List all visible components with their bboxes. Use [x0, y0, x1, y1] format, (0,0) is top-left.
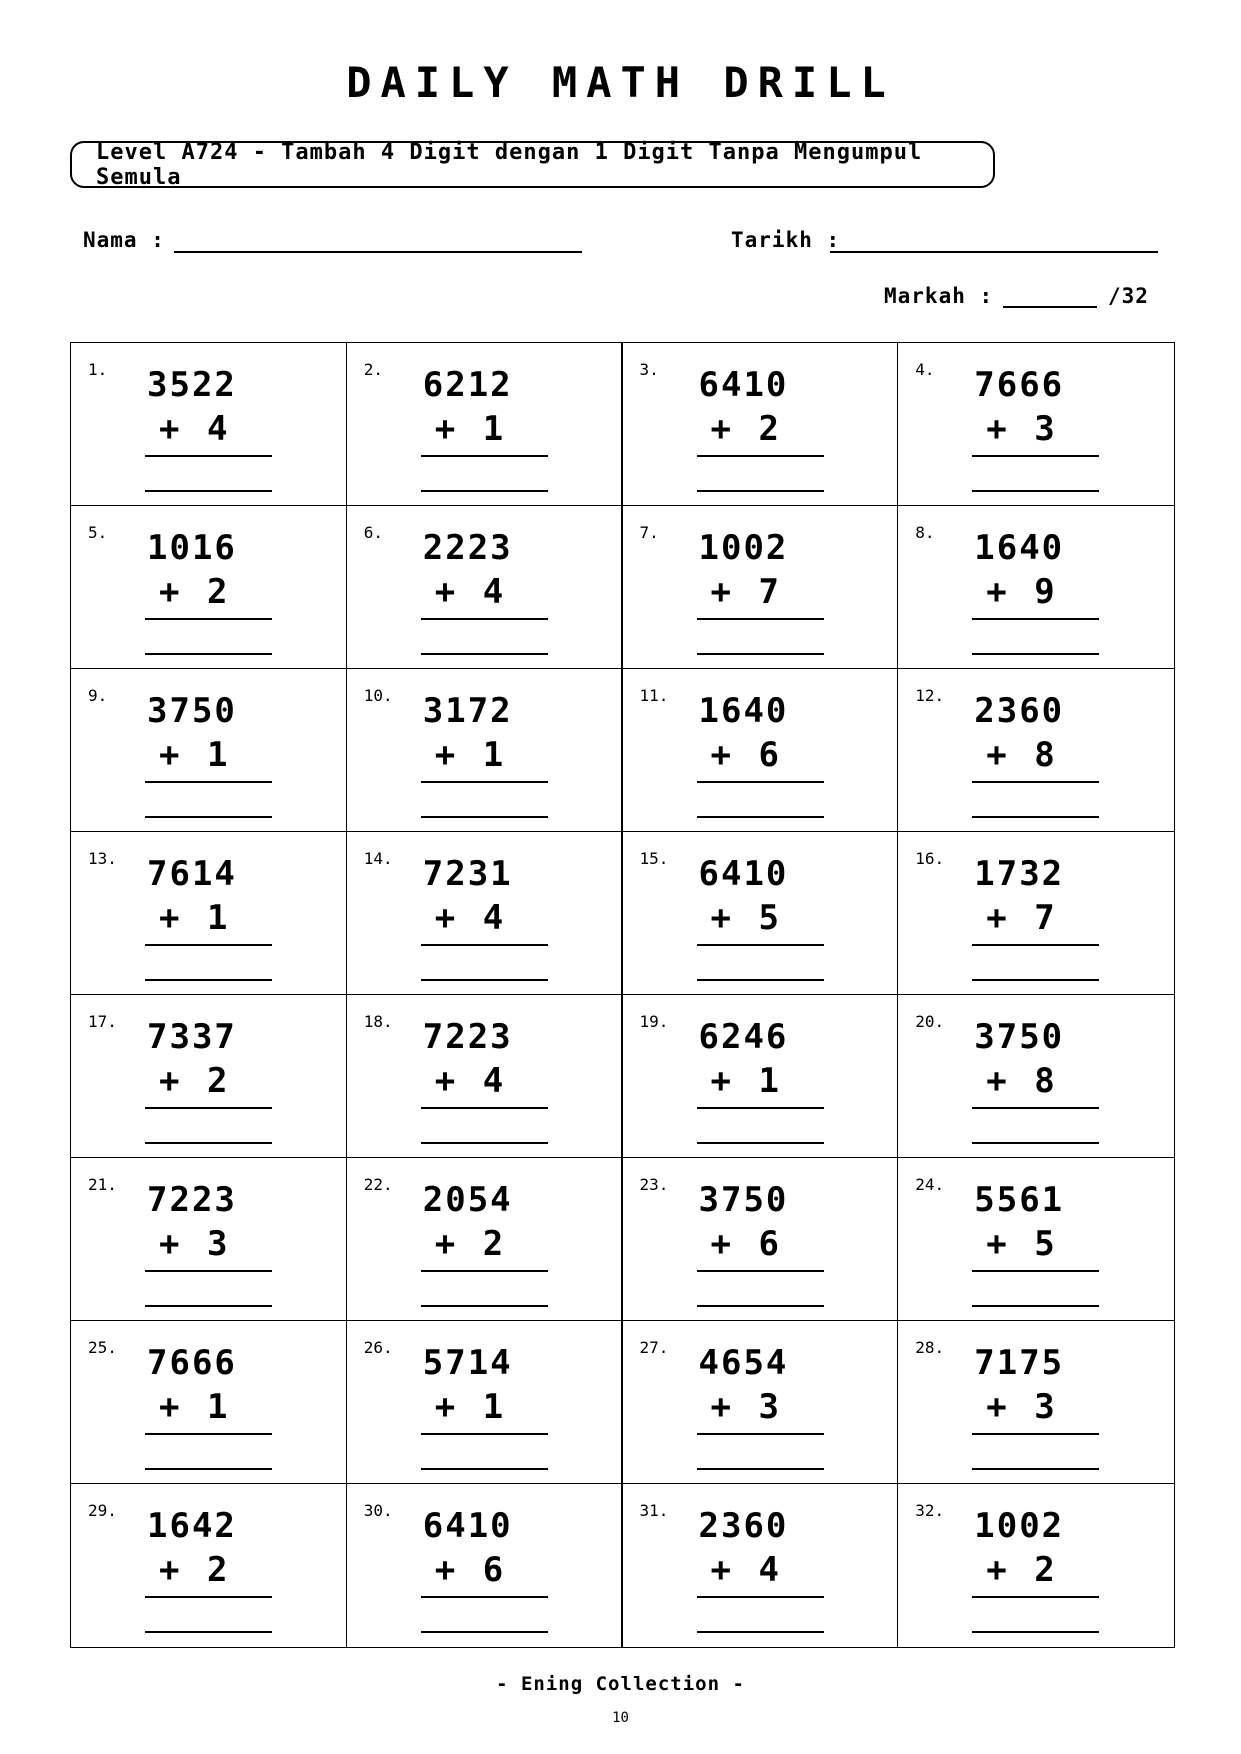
- addend-top: 3522: [147, 365, 237, 405]
- addend-bottom: 5: [1034, 1224, 1055, 1264]
- problem-number: 19.: [639, 1012, 669, 1031]
- sum-rule: [697, 1433, 824, 1435]
- addend-top: 1002: [974, 1506, 1065, 1546]
- problem-cell: [347, 506, 623, 669]
- answer-field[interactable]: [697, 1468, 824, 1470]
- plus-sign: +: [710, 1550, 731, 1590]
- plus-sign: +: [710, 409, 731, 449]
- addend-bottom: 2: [207, 572, 228, 612]
- sum-rule: [697, 781, 824, 783]
- addend-bottom: 1: [207, 1387, 228, 1427]
- addend-bottom: 8: [1034, 735, 1055, 775]
- addend-top: 1016: [147, 528, 237, 568]
- addend-bottom: 9: [1034, 572, 1055, 612]
- problem-number: 4.: [915, 360, 935, 379]
- plus-sign: +: [159, 898, 180, 938]
- addend-top: 1002: [698, 528, 789, 568]
- addend-bottom: 5: [758, 898, 779, 938]
- addend-top: 1640: [974, 528, 1065, 568]
- problem-number: 12.: [915, 686, 945, 705]
- problem-number: 31.: [639, 1501, 669, 1520]
- page-number: 10: [612, 1710, 629, 1726]
- plus-sign: +: [434, 1061, 456, 1101]
- sum-rule: [972, 1596, 1099, 1598]
- addend-bottom: 2: [758, 409, 779, 449]
- problem-cell: [623, 669, 899, 832]
- answer-field[interactable]: [145, 490, 272, 492]
- answer-field[interactable]: [697, 1631, 824, 1633]
- problem-number: 27.: [639, 1338, 669, 1357]
- sum-rule: [145, 455, 272, 457]
- answer-field[interactable]: [421, 653, 548, 655]
- plus-sign: +: [710, 1387, 731, 1427]
- problem-cell: [71, 669, 347, 832]
- addend-top: 2360: [698, 1506, 789, 1546]
- addend-bottom: 4: [758, 1550, 779, 1590]
- problem-number: 1.: [88, 360, 108, 379]
- problem-number: 24.: [915, 1175, 945, 1194]
- problem-number: 21.: [88, 1175, 117, 1194]
- score-field[interactable]: [1003, 306, 1097, 308]
- problem-cell: [347, 995, 623, 1158]
- answer-field[interactable]: [697, 1305, 824, 1307]
- problem-cell: [623, 1484, 899, 1647]
- problem-cell: [623, 506, 899, 669]
- sum-rule: [145, 1433, 272, 1435]
- addend-bottom: 4: [482, 898, 504, 938]
- addend-top: 6410: [698, 365, 789, 405]
- plus-sign: +: [159, 1061, 180, 1101]
- answer-field[interactable]: [972, 816, 1099, 818]
- addend-bottom: 6: [758, 1224, 779, 1264]
- problem-cell: [898, 832, 1174, 995]
- plus-sign: +: [434, 1224, 456, 1264]
- problem-cell: [71, 506, 347, 669]
- addend-bottom: 4: [207, 409, 228, 449]
- answer-field[interactable]: [145, 653, 272, 655]
- problem-cell: [623, 343, 899, 506]
- sum-rule: [421, 781, 548, 783]
- problem-number: 25.: [88, 1338, 117, 1357]
- addend-top: 5561: [974, 1180, 1065, 1220]
- addend-bottom: 3: [207, 1224, 228, 1264]
- sum-rule: [421, 455, 548, 457]
- addend-top: 2054: [422, 1180, 513, 1220]
- plus-sign: +: [986, 1061, 1007, 1101]
- addend-top: 6212: [422, 365, 513, 405]
- problem-number: 10.: [363, 686, 393, 705]
- plus-sign: +: [159, 572, 180, 612]
- plus-sign: +: [434, 898, 456, 938]
- problem-cell: [347, 1321, 623, 1484]
- addend-top: 4654: [698, 1343, 789, 1383]
- problem-cell: [71, 832, 347, 995]
- answer-field[interactable]: [145, 1631, 272, 1633]
- problem-number: 26.: [363, 1338, 393, 1357]
- problem-number: 2.: [363, 360, 384, 379]
- page-title: DAILY MATH DRILL: [346, 58, 895, 107]
- plus-sign: +: [159, 1224, 180, 1264]
- sum-rule: [697, 618, 824, 620]
- problem-cell: [71, 343, 347, 506]
- sum-rule: [421, 944, 548, 946]
- problem-cell: [347, 832, 623, 995]
- addend-top: 7231: [422, 854, 513, 894]
- problem-cell: [898, 995, 1174, 1158]
- answer-field[interactable]: [972, 1305, 1099, 1307]
- plus-sign: +: [434, 1550, 456, 1590]
- addend-top: 1640: [698, 691, 789, 731]
- problem-cell: [347, 1158, 623, 1321]
- sum-rule: [145, 618, 272, 620]
- addend-top: 5714: [422, 1343, 513, 1383]
- addend-bottom: 1: [482, 735, 504, 775]
- answer-field[interactable]: [421, 1468, 548, 1470]
- problem-number: 7.: [639, 523, 659, 542]
- addend-top: 7337: [147, 1017, 237, 1057]
- addend-bottom: 6: [482, 1550, 504, 1590]
- addend-top: 7175: [974, 1343, 1065, 1383]
- problem-cell: [623, 1321, 899, 1484]
- date-field[interactable]: [830, 251, 1158, 253]
- addend-bottom: 3: [1034, 409, 1055, 449]
- problem-number: 15.: [639, 849, 669, 868]
- addend-bottom: 2: [1034, 1550, 1055, 1590]
- problem-number: 30.: [363, 1501, 393, 1520]
- sum-rule: [421, 1596, 548, 1598]
- plus-sign: +: [710, 898, 731, 938]
- addend-bottom: 2: [207, 1061, 228, 1101]
- plus-sign: +: [159, 409, 180, 449]
- plus-sign: +: [434, 572, 456, 612]
- plus-sign: +: [986, 1387, 1007, 1427]
- problem-number: 6.: [363, 523, 384, 542]
- sum-rule: [972, 455, 1099, 457]
- answer-field[interactable]: [972, 979, 1099, 981]
- problem-number: 16.: [915, 849, 945, 868]
- problem-cell: [898, 1158, 1174, 1321]
- sum-rule: [972, 781, 1099, 783]
- answer-field[interactable]: [421, 490, 548, 492]
- answer-field[interactable]: [697, 816, 824, 818]
- problem-cell: [898, 506, 1174, 669]
- problem-cell: [623, 1158, 899, 1321]
- addend-bottom: 4: [482, 572, 504, 612]
- problem-number: 5.: [88, 523, 108, 542]
- addend-bottom: 3: [758, 1387, 779, 1427]
- level-banner: [70, 141, 995, 188]
- sum-rule: [972, 1107, 1099, 1109]
- addend-bottom: 2: [482, 1224, 504, 1264]
- addend-bottom: 3: [1034, 1387, 1055, 1427]
- addend-top: 3750: [974, 1017, 1065, 1057]
- sum-rule: [972, 944, 1099, 946]
- addend-top: 6410: [422, 1506, 513, 1546]
- plus-sign: +: [159, 1550, 180, 1590]
- sum-rule: [697, 455, 824, 457]
- sum-rule: [697, 1596, 824, 1598]
- addend-bottom: 8: [1034, 1061, 1055, 1101]
- plus-sign: +: [986, 1224, 1007, 1264]
- answer-field[interactable]: [421, 1142, 548, 1144]
- problem-number: 23.: [639, 1175, 669, 1194]
- addend-top: 7614: [147, 854, 237, 894]
- footer-credit: - Ening Collection -: [496, 1673, 745, 1695]
- problem-number: 32.: [915, 1501, 945, 1520]
- addend-bottom: 4: [482, 1061, 504, 1101]
- addend-top: 3172: [422, 691, 513, 731]
- answer-field[interactable]: [145, 816, 272, 818]
- plus-sign: +: [986, 898, 1007, 938]
- addend-top: 2223: [422, 528, 513, 568]
- answer-field[interactable]: [972, 653, 1099, 655]
- addend-bottom: 1: [482, 409, 504, 449]
- sum-rule: [421, 618, 548, 620]
- answer-field[interactable]: [697, 653, 824, 655]
- addend-top: 1732: [974, 854, 1065, 894]
- plus-sign: +: [434, 735, 456, 775]
- addend-bottom: 1: [758, 1061, 779, 1101]
- date-label: Tarikh :: [731, 228, 841, 252]
- addend-top: 1642: [147, 1506, 237, 1546]
- addend-top: 3750: [698, 1180, 789, 1220]
- problem-cell: [71, 1484, 347, 1647]
- problem-cell: [347, 1484, 623, 1647]
- sum-rule: [421, 1433, 548, 1435]
- problem-cell: [898, 343, 1174, 506]
- problem-cell: [623, 995, 899, 1158]
- answer-field[interactable]: [145, 1305, 272, 1307]
- answer-field[interactable]: [697, 1142, 824, 1144]
- sum-rule: [145, 1596, 272, 1598]
- answer-field[interactable]: [421, 1305, 548, 1307]
- answer-field[interactable]: [972, 1631, 1099, 1633]
- sum-rule: [145, 1107, 272, 1109]
- sum-rule: [145, 781, 272, 783]
- addend-top: 7223: [422, 1017, 513, 1057]
- answer-field[interactable]: [421, 979, 548, 981]
- problem-cell: [898, 1484, 1174, 1647]
- sum-rule: [145, 944, 272, 946]
- answer-field[interactable]: [421, 816, 548, 818]
- sum-rule: [697, 1270, 824, 1272]
- plus-sign: +: [986, 1550, 1007, 1590]
- problem-number: 8.: [915, 523, 935, 542]
- answer-field[interactable]: [972, 1468, 1099, 1470]
- problem-cell: [71, 1158, 347, 1321]
- plus-sign: +: [159, 735, 180, 775]
- problem-cell: [71, 995, 347, 1158]
- plus-sign: +: [710, 572, 731, 612]
- addend-top: 7666: [147, 1343, 237, 1383]
- answer-field[interactable]: [972, 490, 1099, 492]
- plus-sign: +: [710, 1224, 731, 1264]
- answer-field[interactable]: [421, 1631, 548, 1633]
- problem-number: 22.: [363, 1175, 393, 1194]
- addend-bottom: 7: [1034, 898, 1055, 938]
- problem-number: 14.: [363, 849, 393, 868]
- problem-cell: [347, 343, 623, 506]
- addend-bottom: 1: [482, 1387, 504, 1427]
- addend-top: 7223: [147, 1180, 237, 1220]
- plus-sign: +: [434, 409, 456, 449]
- problem-grid: [70, 342, 1175, 1648]
- level-text: Level A724 - Tambah 4 Digit dengan 1 Digit Tanpa Mengumpul Semula: [96, 139, 923, 190]
- sum-rule: [421, 1107, 548, 1109]
- problem-number: 20.: [915, 1012, 945, 1031]
- addend-top: 6410: [698, 854, 789, 894]
- sum-rule: [972, 618, 1099, 620]
- answer-field[interactable]: [972, 1142, 1099, 1144]
- sum-rule: [697, 1107, 824, 1109]
- sum-rule: [972, 1433, 1099, 1435]
- problem-number: 17.: [88, 1012, 117, 1031]
- problem-cell: [347, 669, 623, 832]
- problem-number: 11.: [639, 686, 669, 705]
- problem-cell: [898, 669, 1174, 832]
- plus-sign: +: [710, 1061, 731, 1101]
- addend-bottom: 6: [758, 735, 779, 775]
- plus-sign: +: [986, 735, 1007, 775]
- sum-rule: [972, 1270, 1099, 1272]
- addend-top: 6246: [698, 1017, 789, 1057]
- answer-field[interactable]: [697, 490, 824, 492]
- addend-top: 7666: [974, 365, 1065, 405]
- answer-field[interactable]: [145, 1142, 272, 1144]
- problem-number: 13.: [88, 849, 117, 868]
- answer-field[interactable]: [697, 979, 824, 981]
- name-label: Nama :: [83, 228, 165, 252]
- problem-number: 28.: [915, 1338, 945, 1357]
- plus-sign: +: [986, 409, 1007, 449]
- problem-number: 29.: [88, 1501, 117, 1520]
- addend-bottom: 7: [758, 572, 779, 612]
- addend-bottom: 1: [207, 898, 228, 938]
- plus-sign: +: [710, 735, 731, 775]
- problem-number: 18.: [363, 1012, 393, 1031]
- addend-bottom: 2: [207, 1550, 228, 1590]
- plus-sign: +: [159, 1387, 180, 1427]
- addend-bottom: 1: [207, 735, 228, 775]
- addend-top: 3750: [147, 691, 237, 731]
- problem-cell: [623, 832, 899, 995]
- answer-field[interactable]: [145, 979, 272, 981]
- score-label: Markah :: [884, 284, 994, 308]
- sum-rule: [421, 1270, 548, 1272]
- score-total: /32: [1108, 284, 1149, 308]
- problem-number: 3.: [639, 360, 659, 379]
- sum-rule: [697, 944, 824, 946]
- answer-field[interactable]: [145, 1468, 272, 1470]
- name-field[interactable]: [174, 251, 582, 253]
- plus-sign: +: [986, 572, 1007, 612]
- problem-cell: [898, 1321, 1174, 1484]
- sum-rule: [145, 1270, 272, 1272]
- problem-number: 9.: [88, 686, 108, 705]
- problem-cell: [71, 1321, 347, 1484]
- addend-top: 2360: [974, 691, 1065, 731]
- plus-sign: +: [434, 1387, 456, 1427]
